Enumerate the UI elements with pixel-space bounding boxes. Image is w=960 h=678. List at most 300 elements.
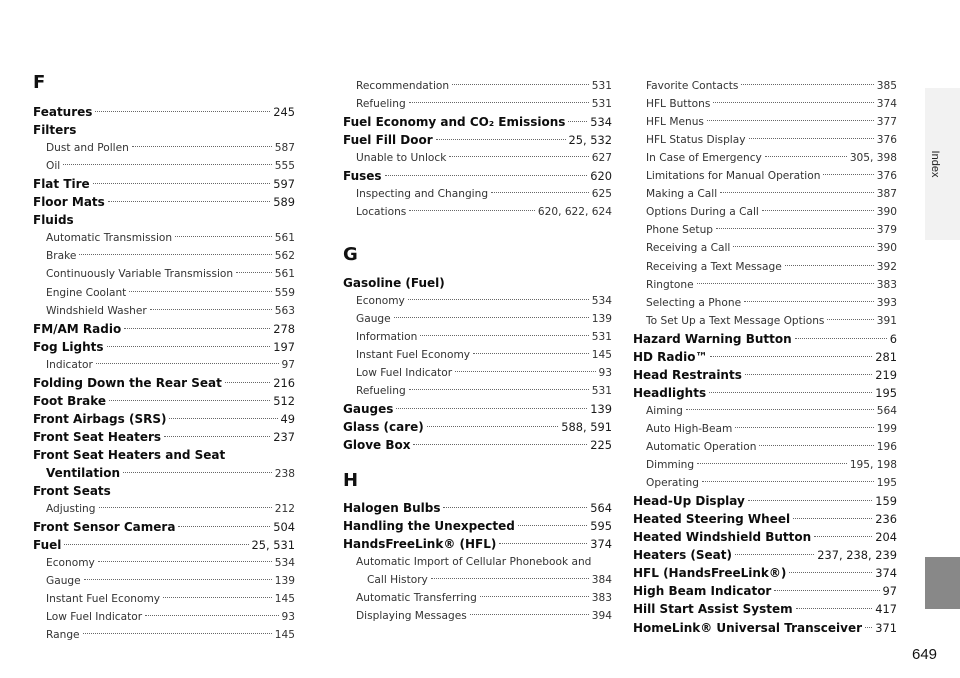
leader-dots <box>443 507 587 508</box>
entry-page-ref[interactable]: 391 <box>876 314 897 327</box>
entry-label: Displaying Messages <box>356 610 467 623</box>
leader-dots <box>63 164 272 165</box>
entry-page-ref[interactable]: 390 <box>876 242 897 255</box>
entry-label: Fuses <box>343 169 382 184</box>
entry-label: Brake <box>46 250 77 263</box>
index-entry[interactable] <box>633 184 897 204</box>
leader-dots <box>745 374 872 375</box>
index-entry[interactable] <box>33 625 295 645</box>
entry-page-ref[interactable]: 245 <box>273 105 295 119</box>
index-entry[interactable] <box>633 275 897 295</box>
entry-page-ref[interactable]: 216 <box>273 375 295 390</box>
leader-dots <box>697 283 874 284</box>
index-entry[interactable] <box>33 283 295 303</box>
entry-label: Economy <box>46 557 95 570</box>
index-entry[interactable] <box>343 166 612 186</box>
leader-dots <box>795 338 887 339</box>
entry-page-ref[interactable]: 597 <box>273 177 295 192</box>
entry-label: Features <box>33 105 93 119</box>
entry-label: HFL Buttons <box>646 98 711 111</box>
leader-dots <box>762 210 874 211</box>
entry-label: Economy <box>356 295 405 308</box>
entry-page-ref[interactable]: 374 <box>590 537 612 552</box>
entry-page-ref[interactable]: 627 <box>591 152 612 165</box>
leader-dots <box>420 335 588 336</box>
entry-label: Ventilation <box>46 466 121 480</box>
index-entry[interactable] <box>633 618 897 638</box>
entry-page-ref[interactable]: 385 <box>876 80 897 92</box>
leader-dots <box>480 596 589 597</box>
leader-dots <box>716 228 874 229</box>
entry-label: Oil <box>46 160 61 173</box>
entry-label: Halogen Bulbs <box>343 501 441 515</box>
leader-dots <box>713 102 873 103</box>
index-entry[interactable] <box>633 527 897 547</box>
index-entry[interactable] <box>33 427 295 447</box>
leader-dots <box>175 236 272 237</box>
entry-page-ref[interactable]: 145 <box>591 349 612 362</box>
entry-page-ref[interactable]: 377 <box>876 116 897 129</box>
entry-page-ref[interactable]: 564 <box>876 404 897 417</box>
entry-page-ref[interactable]: 278 <box>273 321 295 336</box>
entry-page-ref[interactable]: 25, 532 <box>568 133 612 148</box>
index-entry[interactable] <box>633 238 897 258</box>
leader-dots <box>793 518 872 519</box>
index-entry[interactable] <box>33 174 295 194</box>
leader-dots <box>491 192 589 193</box>
leader-dots <box>409 210 535 211</box>
entry-label: Windshield Washer <box>46 304 147 317</box>
index-entry[interactable] <box>33 571 295 591</box>
entry-label: Front Seat Heaters and Seat <box>33 447 226 462</box>
entry-label: HFL (HandsFreeLink®) <box>633 566 787 581</box>
index-entry[interactable] <box>343 130 612 150</box>
leader-dots <box>452 84 589 85</box>
index-entry[interactable] <box>633 545 897 565</box>
entry-label: Favorite Contacts <box>646 80 739 92</box>
entry-page-ref[interactable]: 374 <box>876 98 897 111</box>
index-entry[interactable] <box>343 184 612 204</box>
leader-dots <box>455 371 595 372</box>
section-letter: H <box>343 470 359 491</box>
entry-page-ref[interactable]: 561 <box>274 268 295 281</box>
index-entry[interactable] <box>33 120 295 140</box>
index-entry[interactable] <box>343 516 612 536</box>
entry-label: Locations <box>356 206 407 219</box>
entry-label: Front Seats <box>33 484 111 499</box>
index-entry[interactable] <box>33 301 295 321</box>
entry-label: Gauge <box>46 575 81 588</box>
entry-page-ref[interactable]: 392 <box>876 260 897 273</box>
index-entry[interactable] <box>33 391 295 411</box>
index-entry[interactable] <box>633 202 897 222</box>
entry-page-ref[interactable]: 534 <box>591 295 612 308</box>
index-entry[interactable] <box>633 437 897 457</box>
entry-page-ref[interactable]: 195, 198 <box>849 459 897 472</box>
index-entry[interactable] <box>343 588 612 608</box>
entry-page-ref[interactable]: 145 <box>274 629 295 642</box>
entry-label: Headlights <box>633 385 707 400</box>
index-entry[interactable] <box>343 94 612 114</box>
index-entry[interactable] <box>343 76 612 96</box>
entry-label: To Set Up a Text Message Options <box>646 314 825 327</box>
index-entry[interactable] <box>633 130 897 150</box>
entry-label: Glove Box <box>343 438 411 453</box>
index-entry[interactable] <box>633 166 897 186</box>
leader-dots <box>702 481 874 482</box>
index-entry[interactable] <box>343 327 612 347</box>
index-entry[interactable] <box>33 499 295 519</box>
entry-label: Low Fuel Indicator <box>356 367 453 380</box>
index-entry[interactable] <box>343 534 612 554</box>
index-entry[interactable] <box>33 156 295 176</box>
leader-dots <box>108 201 270 202</box>
entry-page-ref[interactable]: 531 <box>591 331 612 344</box>
index-entry[interactable] <box>33 481 295 501</box>
entry-label: Automatic Import of Cellular Phonebook and <box>356 556 592 569</box>
leader-dots <box>823 174 873 175</box>
entry-page-ref[interactable]: 197 <box>273 339 295 354</box>
entry-page-ref[interactable]: 390 <box>876 206 897 219</box>
entry-page-ref[interactable]: 371 <box>875 620 897 635</box>
index-entry[interactable] <box>633 491 897 511</box>
index-entry[interactable] <box>33 589 295 609</box>
index-entry[interactable] <box>343 202 612 222</box>
index-entry[interactable] <box>633 293 897 313</box>
entry-page-ref[interactable]: 387 <box>876 188 897 201</box>
index-entry[interactable] <box>33 355 295 375</box>
index-entry[interactable] <box>343 606 612 626</box>
entry-page-ref[interactable]: 620, 622, 624 <box>537 206 612 219</box>
entry-page-ref[interactable]: 534 <box>274 557 295 570</box>
entry-label: Refueling <box>356 385 406 398</box>
entry-label: Dust and Pollen <box>46 142 129 155</box>
index-entry[interactable] <box>343 498 612 518</box>
entry-page-ref[interactable]: 376 <box>876 170 897 183</box>
leader-dots <box>409 102 589 103</box>
section-marker-block <box>925 557 960 609</box>
leader-dots <box>473 353 589 354</box>
index-entry[interactable] <box>343 148 612 168</box>
index-entry[interactable] <box>33 319 295 339</box>
index-entry[interactable] <box>343 552 612 572</box>
leader-dots <box>163 597 272 598</box>
entry-page-ref[interactable]: 199 <box>876 422 897 435</box>
index-entry[interactable] <box>33 210 295 230</box>
entry-page-ref[interactable]: 394 <box>591 610 612 623</box>
index-entry[interactable] <box>633 455 897 475</box>
leader-dots <box>709 392 872 393</box>
entry-label: HomeLink® Universal Transceiver <box>633 620 863 635</box>
index-entry[interactable] <box>633 473 897 493</box>
entry-label: Heated Steering Wheel <box>633 512 791 527</box>
leader-dots <box>449 156 588 157</box>
leader-dots <box>720 192 874 193</box>
index-entry[interactable] <box>33 138 295 158</box>
index-entry[interactable] <box>633 401 897 421</box>
index-entry[interactable] <box>343 112 612 132</box>
entry-page-ref[interactable]: 374 <box>875 566 897 581</box>
entry-label: Hazard Warning Button <box>633 331 792 346</box>
entry-page-ref[interactable]: 564 <box>590 501 612 515</box>
entry-page-ref[interactable]: 281 <box>875 349 897 364</box>
entry-page-ref[interactable]: 376 <box>876 134 897 147</box>
entry-label: Folding Down the Rear Seat <box>33 375 222 390</box>
index-entry[interactable] <box>343 570 612 590</box>
entry-page-ref[interactable]: 595 <box>590 519 612 534</box>
entry-label: Information <box>356 331 418 344</box>
index-entry[interactable] <box>633 599 897 619</box>
entry-label: Auto High-Beam <box>646 422 733 435</box>
entry-page-ref[interactable]: 563 <box>274 304 295 317</box>
entry-label: Glass (care) <box>343 420 424 435</box>
leader-dots <box>749 138 874 139</box>
index-entry[interactable] <box>33 102 295 122</box>
entry-label: Fuel Economy and CO₂ Emissions <box>343 115 566 130</box>
index-entry[interactable] <box>343 399 612 419</box>
index-entry[interactable] <box>33 445 295 465</box>
index-entry[interactable] <box>343 381 612 401</box>
leader-dots <box>697 463 847 464</box>
index-entry[interactable] <box>633 148 897 168</box>
leader-dots <box>759 445 873 446</box>
entry-page-ref[interactable]: 379 <box>876 224 897 237</box>
entry-page-ref[interactable]: 49 <box>280 411 295 426</box>
entry-page-ref[interactable]: 6 <box>889 331 897 346</box>
entry-label: Flat Tire <box>33 177 90 192</box>
index-entry[interactable] <box>633 76 897 96</box>
leader-dots <box>93 183 271 184</box>
entry-page-ref[interactable]: 512 <box>273 393 295 408</box>
entry-page-ref[interactable]: 237 <box>273 429 295 444</box>
leader-dots <box>409 389 589 390</box>
leader-dots <box>123 472 272 473</box>
leader-dots <box>710 356 872 357</box>
entry-page-ref[interactable]: 139 <box>591 313 612 326</box>
section-letter: G <box>343 244 358 265</box>
entry-page-ref[interactable]: 93 <box>598 367 612 380</box>
index-entry[interactable] <box>343 417 612 437</box>
index-entry[interactable] <box>633 383 897 403</box>
leader-dots <box>827 319 873 320</box>
index-entry[interactable] <box>633 347 897 367</box>
entry-label: Automatic Operation <box>646 441 757 453</box>
entry-label: Receiving a Text Message <box>646 260 782 273</box>
leader-dots <box>748 500 872 501</box>
entry-label: Low Fuel Indicator <box>46 611 143 624</box>
leader-dots <box>765 156 847 157</box>
entry-page-ref[interactable]: 305, 398 <box>849 152 897 165</box>
leader-dots <box>741 84 873 85</box>
index-entry[interactable] <box>343 273 612 293</box>
index-entry[interactable] <box>633 257 897 277</box>
entry-page-ref[interactable]: 531 <box>591 385 612 398</box>
index-entry[interactable] <box>343 435 612 455</box>
entry-page-ref[interactable]: 555 <box>274 160 295 173</box>
entry-label: Front Sensor Camera <box>33 520 176 535</box>
entry-label: Refueling <box>356 98 406 111</box>
leader-dots <box>129 291 271 292</box>
entry-page-ref[interactable]: 139 <box>274 575 295 588</box>
entry-label: HandsFreeLink® (HFL) <box>343 537 497 552</box>
entry-page-ref[interactable]: 195 <box>875 385 897 400</box>
entry-page-ref[interactable]: 97 <box>882 584 897 599</box>
entry-page-ref[interactable]: 219 <box>875 367 897 382</box>
entry-page-ref[interactable]: 237, 238, 239 <box>817 548 897 563</box>
entry-page-ref[interactable]: 587 <box>274 142 295 155</box>
index-entry[interactable] <box>33 264 295 284</box>
leader-dots <box>735 554 814 555</box>
index-entry[interactable] <box>33 337 295 357</box>
entry-page-ref[interactable]: 25, 531 <box>251 538 295 553</box>
leader-dots <box>150 309 272 310</box>
entry-page-ref[interactable]: 196 <box>876 441 897 453</box>
index-entry[interactable] <box>33 373 295 393</box>
entry-label: Front Airbags (SRS) <box>33 411 167 426</box>
entry-label: Heaters (Seat) <box>633 548 732 563</box>
leader-dots <box>785 265 874 266</box>
entry-page-ref[interactable]: 238 <box>274 468 295 480</box>
page-number: 649 <box>912 646 938 663</box>
leader-dots <box>744 301 874 302</box>
entry-label: Automatic Transferring <box>356 592 477 605</box>
index-entry[interactable] <box>633 94 897 114</box>
leader-dots <box>99 507 272 508</box>
index-entry[interactable] <box>33 553 295 573</box>
index-entry[interactable] <box>633 329 897 349</box>
index-entry[interactable] <box>633 365 897 385</box>
entry-page-ref[interactable]: 531 <box>591 80 612 92</box>
entry-label: Front Seat Heaters <box>33 429 162 444</box>
index-entry[interactable] <box>343 345 612 365</box>
entry-label: HFL Status Display <box>646 134 746 147</box>
leader-dots <box>865 627 872 628</box>
entry-page-ref[interactable]: 159 <box>875 494 897 509</box>
index-entry[interactable] <box>33 607 295 627</box>
leader-dots <box>84 579 272 580</box>
leader-dots <box>64 544 248 545</box>
entry-page-ref[interactable]: 531 <box>591 98 612 111</box>
entry-page-ref[interactable]: 588, 591 <box>561 420 612 435</box>
leader-dots <box>427 426 559 427</box>
index-entry[interactable] <box>633 112 897 132</box>
entry-page-ref[interactable]: 236 <box>875 512 897 527</box>
entry-page-ref[interactable]: 625 <box>591 188 612 201</box>
index-entry[interactable] <box>633 563 897 583</box>
index-entry[interactable] <box>33 228 295 248</box>
entry-page-ref[interactable]: 562 <box>274 250 295 263</box>
entry-page-ref[interactable]: 384 <box>591 574 612 587</box>
index-entry[interactable] <box>33 535 295 555</box>
leader-dots <box>95 111 270 112</box>
entry-label: Fluids <box>33 213 74 228</box>
entry-page-ref[interactable]: 589 <box>273 195 295 210</box>
entry-label: Adjusting <box>46 503 96 516</box>
index-entry[interactable] <box>633 419 897 439</box>
leader-dots <box>132 146 272 147</box>
index-entry[interactable] <box>33 409 295 429</box>
leader-dots <box>408 299 589 300</box>
entry-page-ref[interactable]: 93 <box>281 611 295 624</box>
leader-dots <box>774 590 879 591</box>
leader-dots <box>169 418 277 419</box>
leader-dots <box>83 633 272 634</box>
entry-page-ref[interactable]: 195 <box>876 477 897 490</box>
entry-label: Automatic Transmission <box>46 232 173 245</box>
leader-dots <box>385 175 588 176</box>
index-entry[interactable] <box>633 581 897 601</box>
entry-label: Receiving a Call <box>646 242 731 255</box>
entry-label: Instant Fuel Economy <box>356 349 471 362</box>
entry-label: Limitations for Manual Operation <box>646 170 821 183</box>
leader-dots <box>470 614 589 615</box>
entry-label: Operating <box>646 477 699 490</box>
entry-page-ref[interactable]: 212 <box>274 503 295 516</box>
index-entry[interactable] <box>343 363 612 383</box>
entry-page-ref[interactable]: 225 <box>590 438 612 453</box>
index-entry[interactable] <box>33 463 295 483</box>
leader-dots <box>98 561 272 562</box>
entry-label: Head-Up Display <box>633 494 745 509</box>
entry-page-ref[interactable]: 204 <box>875 530 897 545</box>
entry-label: Instant Fuel Economy <box>46 593 161 606</box>
leader-dots <box>178 526 270 527</box>
index-entry[interactable] <box>33 517 295 537</box>
index-entry[interactable] <box>33 192 295 212</box>
entry-page-ref[interactable]: 145 <box>274 593 295 606</box>
entry-label: Options During a Call <box>646 206 759 219</box>
entry-page-ref[interactable]: 97 <box>281 358 295 371</box>
leader-dots <box>686 409 874 410</box>
entry-page-ref[interactable]: 561 <box>274 232 295 245</box>
index-entry[interactable] <box>633 311 897 331</box>
entry-label: Fuel <box>33 538 62 553</box>
entry-page-ref[interactable]: 393 <box>876 296 897 309</box>
entry-page-ref[interactable]: 139 <box>590 402 612 417</box>
leader-dots <box>796 608 873 609</box>
leader-dots <box>164 436 270 437</box>
entry-label: HD Radio™ <box>633 349 708 364</box>
entry-page-ref[interactable]: 504 <box>273 520 295 535</box>
entry-label: Unable to Unlock <box>356 152 447 165</box>
leader-dots <box>396 408 587 409</box>
entry-page-ref[interactable]: 383 <box>591 592 612 605</box>
leader-dots <box>789 572 872 573</box>
entry-label: Foot Brake <box>33 393 107 408</box>
entry-label: In Case of Emergency <box>646 152 762 165</box>
entry-page-ref[interactable]: 559 <box>274 286 295 299</box>
section-letter: F <box>33 72 46 93</box>
entry-label: HFL Menus <box>646 116 704 129</box>
leader-dots <box>436 139 566 140</box>
entry-label: Making a Call <box>646 188 718 201</box>
entry-label: Hill Start Assist System <box>633 602 793 617</box>
index-entry[interactable] <box>633 220 897 240</box>
index-entry[interactable] <box>33 246 295 266</box>
entry-page-ref[interactable]: 534 <box>590 115 612 130</box>
entry-label: Heated Windshield Button <box>633 530 812 545</box>
entry-label: Inspecting and Changing <box>356 188 489 201</box>
index-entry[interactable] <box>343 309 612 329</box>
index-entry[interactable] <box>633 509 897 529</box>
entry-label: Gauge <box>356 313 391 326</box>
entry-page-ref[interactable]: 383 <box>876 278 897 291</box>
entry-label: Gasoline (Fuel) <box>343 276 445 290</box>
entry-label: Dimming <box>646 459 695 472</box>
index-entry[interactable] <box>343 291 612 311</box>
entry-page-ref[interactable]: 417 <box>875 602 897 617</box>
entry-page-ref[interactable]: 620 <box>590 169 612 184</box>
